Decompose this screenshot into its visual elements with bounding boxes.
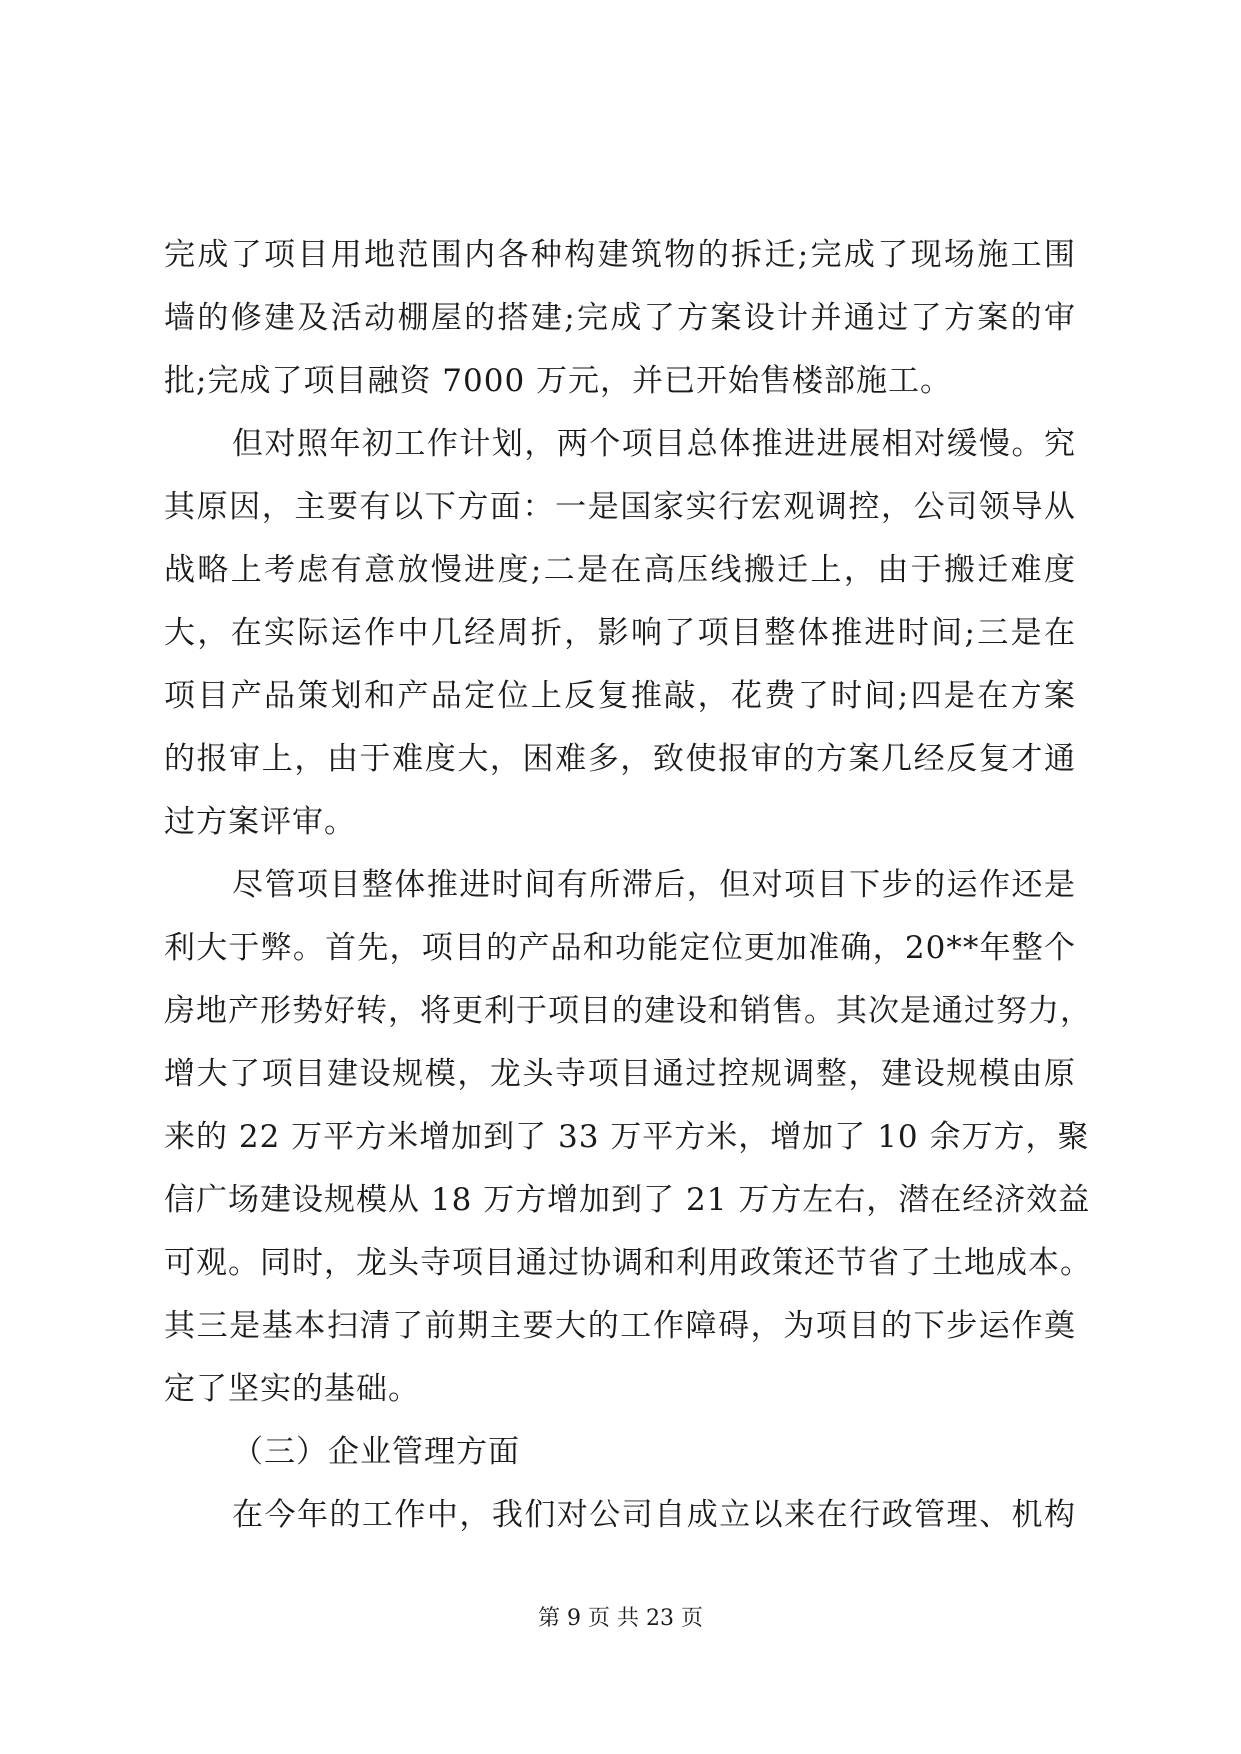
text-line: 其原因，主要有以下方面：一是国家实行宏观调控，公司领导从 (164, 489, 1076, 525)
text-line: 利大于弊。首先，项目的产品和功能定位更加准确，20**年整个 (164, 930, 1076, 966)
text-line: 其三是基本扫清了前期主要大的工作障碍，为项目的下步运作奠 (164, 1308, 1076, 1344)
page-number: 第 9 页 共 23 页 (538, 1606, 703, 1631)
text-line: 来的 22 万平方米增加到了 33 万平方米，增加了 10 余万方，聚 (164, 1119, 1090, 1155)
text-line: 增大了项目建设规模，龙头寺项目通过控规调整，建设规模由原 (164, 1056, 1076, 1092)
text-line: 批;完成了项目融资 7000 万元，并已开始售楼部施工。 (164, 363, 953, 399)
body-text (164, 224, 1092, 1547)
text-line: 墙的修建及活动棚屋的搭建;完成了方案设计并通过了方案的审 (164, 300, 1076, 336)
text-line: 在今年的工作中，我们对公司自成立以来在行政管理、机构 (232, 1497, 1076, 1533)
section-heading: （三）企业管理方面 (232, 1434, 520, 1470)
text-line: 项目产品策划和产品定位上反复推敲，花费了时间;四是在方案 (164, 678, 1076, 714)
text-line: 定了坚实的基础。 (164, 1371, 420, 1407)
text-line: 可观。同时，龙头寺项目通过协调和利用政策还节省了土地成本。 (164, 1245, 1092, 1281)
text-line: 大，在实际运作中几经周折，影响了项目整体推进时间;三是在 (164, 615, 1076, 651)
text-line: 尽管项目整体推进时间有所滞后，但对项目下步的运作还是 (232, 867, 1076, 903)
text-line: 的报审上，由于难度大，困难多，致使报审的方案几经反复才通 (164, 741, 1076, 777)
text-line: 完成了项目用地范围内各种构建筑物的拆迁;完成了现场施工围 (164, 237, 1076, 273)
text-line: 但对照年初工作计划，两个项目总体推进进展相对缓慢。究 (232, 426, 1076, 462)
text-line: 信广场建设规模从 18 万方增加到了 21 万方左右，潜在经济效益 (164, 1182, 1091, 1218)
text-line: 过方案评审。 (164, 804, 356, 840)
text-line: 战略上考虑有意放慢进度;二是在高压线搬迁上，由于搬迁难度 (164, 552, 1076, 588)
text-line: 房地产形势好转，将更利于项目的建设和销售。其次是通过努力， (164, 993, 1092, 1029)
